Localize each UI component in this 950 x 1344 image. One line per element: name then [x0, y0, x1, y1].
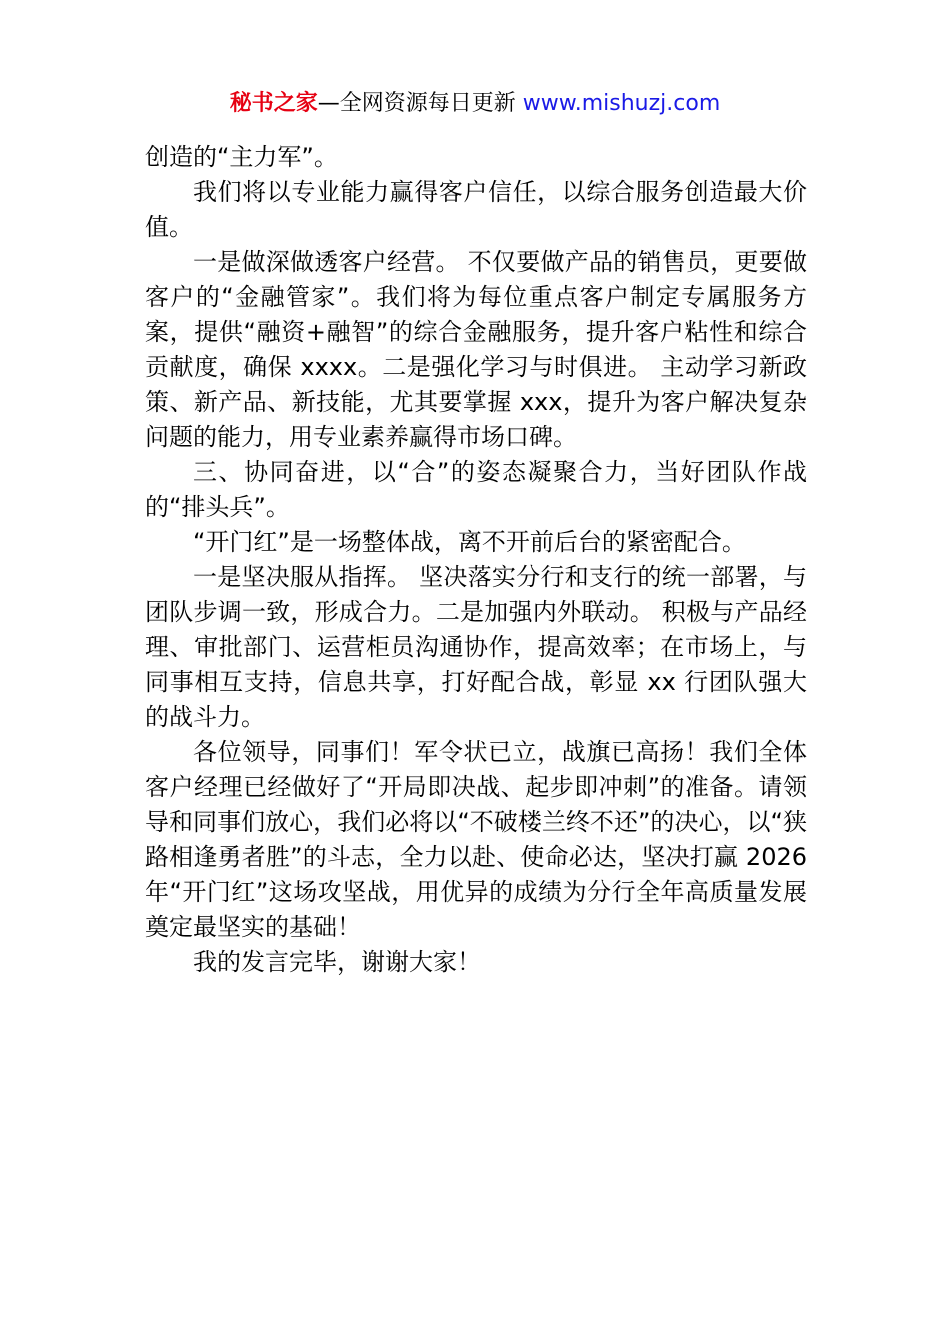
header-tagline: —全网资源每日更新	[317, 91, 523, 116]
paragraph-6: 一是坚决服从指挥。 坚决落实分行和支行的统一部署，与团队步调一致，形成合力。二是加强内外联动。 积极与产品经理、审批部门、运营柜员沟通协作，提高效率；在市场上，与同事相互支持，信息共享，打好配合战，彰显 xx 行团队强大的战斗力。	[145, 563, 807, 731]
paragraph-8: 我的发言完毕，谢谢大家！	[193, 948, 481, 976]
paragraph-3: 一是做深做透客户经营。 不仅要做产品的销售员，更要做客户的“金融管家”。我们将为每位重点客户制定专属服务方案，提供“融资+融智”的综合金融服务，提升客户粘性和综合贡献度，确保 xxxx。二是强化学习与时俱进。 主动学习新政策、新产品、新技能，尤其要掌握 xxx，提升为客户解决复杂问题的能力，用专业素养赢得市场口碑。	[145, 248, 807, 451]
header-brand: 秘书之家	[229, 91, 318, 116]
document-body	[145, 140, 807, 980]
paragraph-1: 创造的“主力军”。	[145, 143, 338, 171]
page-header	[0, 88, 950, 120]
paragraph-5: “开门红”是一场整体战，离不开前后台的紧密配合。	[193, 528, 746, 556]
paragraph-4: 三、协同奋进，以“合”的姿态凝聚合力，当好团队作战的“排头兵”。	[145, 458, 807, 521]
paragraph-2: 我们将以专业能力赢得客户信任，以综合服务创造最大价值。	[145, 178, 807, 241]
paragraph-7: 各位领导，同事们！军令状已立，战旗已高扬！我们全体客户经理已经做好了“开局即决战、起步即冲刺”的准备。请领导和同事们放心，我们必将以“不破楼兰终不还”的决心，以“狭路相逢勇者胜”的斗志，全力以赴、使命必达，坚决打赢 2026 年“开门红”这场攻坚战，用优异的成绩为分行全年高质量发展奠定最坚实的基础！	[145, 738, 807, 941]
header-site-link[interactable]: www.mishuzj.com	[522, 91, 721, 116]
